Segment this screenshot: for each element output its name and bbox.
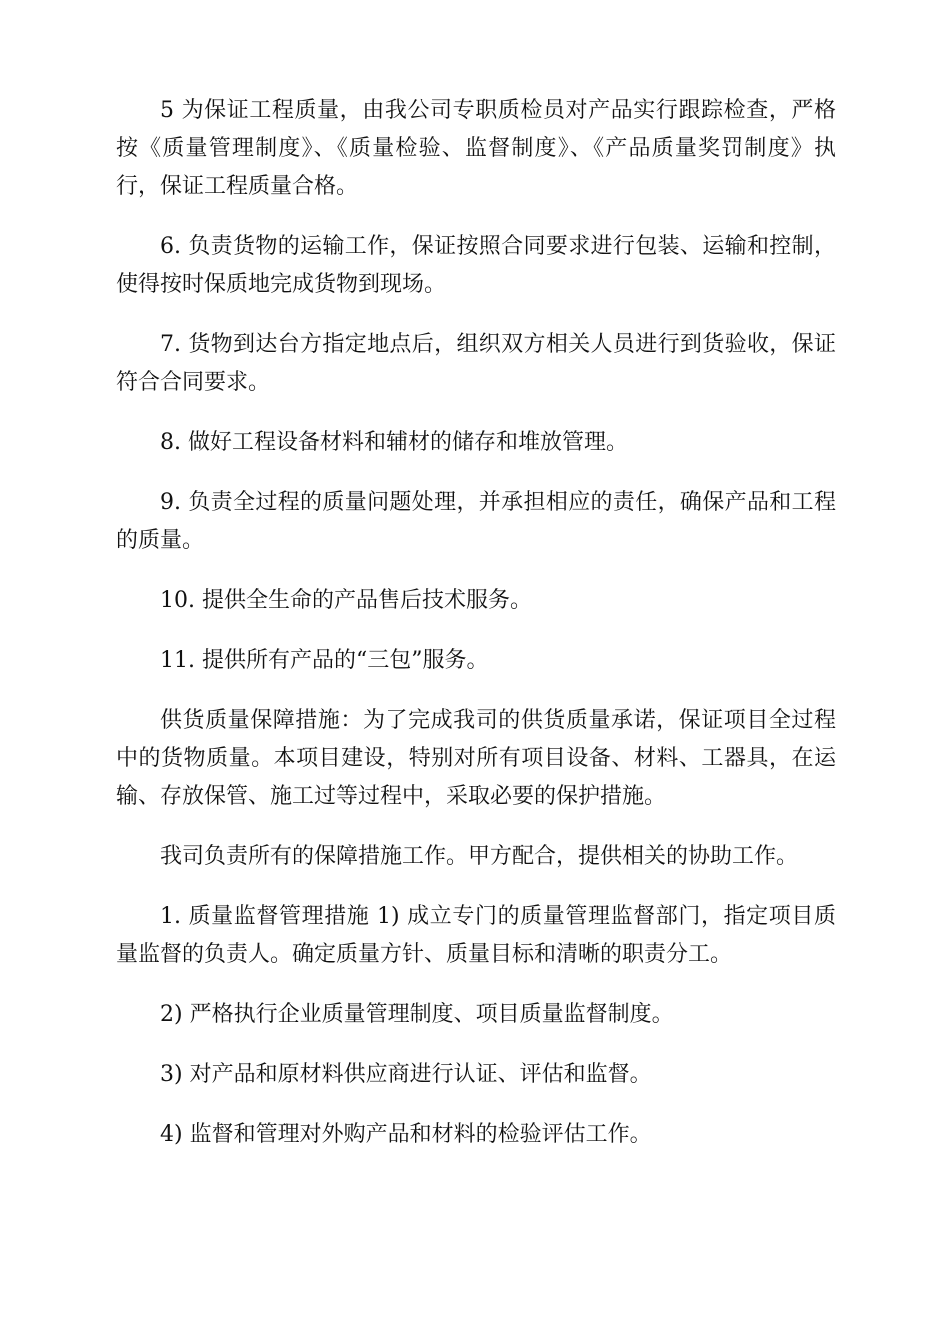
paragraph-item-7: 7. 货物到达台方指定地点后，组织双方相关人员进行到货验收，保证符合合同要求。 bbox=[116, 332, 836, 395]
measure-item-2: 2) 严格执行企业质量管理制度、项目质量监督制度。 bbox=[160, 1002, 674, 1027]
document-body bbox=[116, 92, 836, 1176]
paragraph-item-11: 11. 提供所有产品的“三包”服务。 bbox=[160, 648, 489, 673]
paragraph-item-6: 6. 负责货物的运输工作，保证按照合同要求进行包装、运输和控制，使得按时保质地完成货物到现场。 bbox=[116, 234, 836, 297]
responsibility-paragraph: 我司负责所有的保障措施工作。甲方配合，提供相关的协助工作。 bbox=[160, 844, 799, 869]
quality-assurance-paragraph: 供货质量保障措施：为了完成我司的供货质量承诺，保证项目全过程中的货物质量。本项目建设，特别对所有项目设备、材料、工器具，在运输、存放保管、施工过等过程中，采取必要的保护措施。 bbox=[116, 708, 836, 809]
paragraph-item-5: 5 为保证工程质量，由我公司专职质检员对产品实行跟踪检查，严格按《质量管理制度》、《质量检验、监督制度》、《产品质量奖罚制度》执行，保证工程质量合格。 bbox=[116, 98, 836, 199]
supervision-measures-paragraph: 1. 质量监督管理措施 1) 成立专门的质量管理监督部门，指定项目质量监督的负责人。确定质量方针、质量目标和清晰的职责分工。 bbox=[116, 904, 836, 967]
paragraph-item-10: 10. 提供全生命的产品售后技术服务。 bbox=[160, 588, 532, 613]
paragraph-item-8: 8. 做好工程设备材料和辅材的储存和堆放管理。 bbox=[160, 430, 628, 455]
measure-item-3: 3) 对产品和原材料供应商进行认证、评估和监督。 bbox=[160, 1062, 652, 1087]
measure-item-4: 4) 监督和管理对外购产品和材料的检验评估工作。 bbox=[160, 1122, 652, 1147]
paragraph-item-9: 9. 负责全过程的质量问题处理，并承担相应的责任，确保产品和工程的质量。 bbox=[116, 490, 836, 553]
